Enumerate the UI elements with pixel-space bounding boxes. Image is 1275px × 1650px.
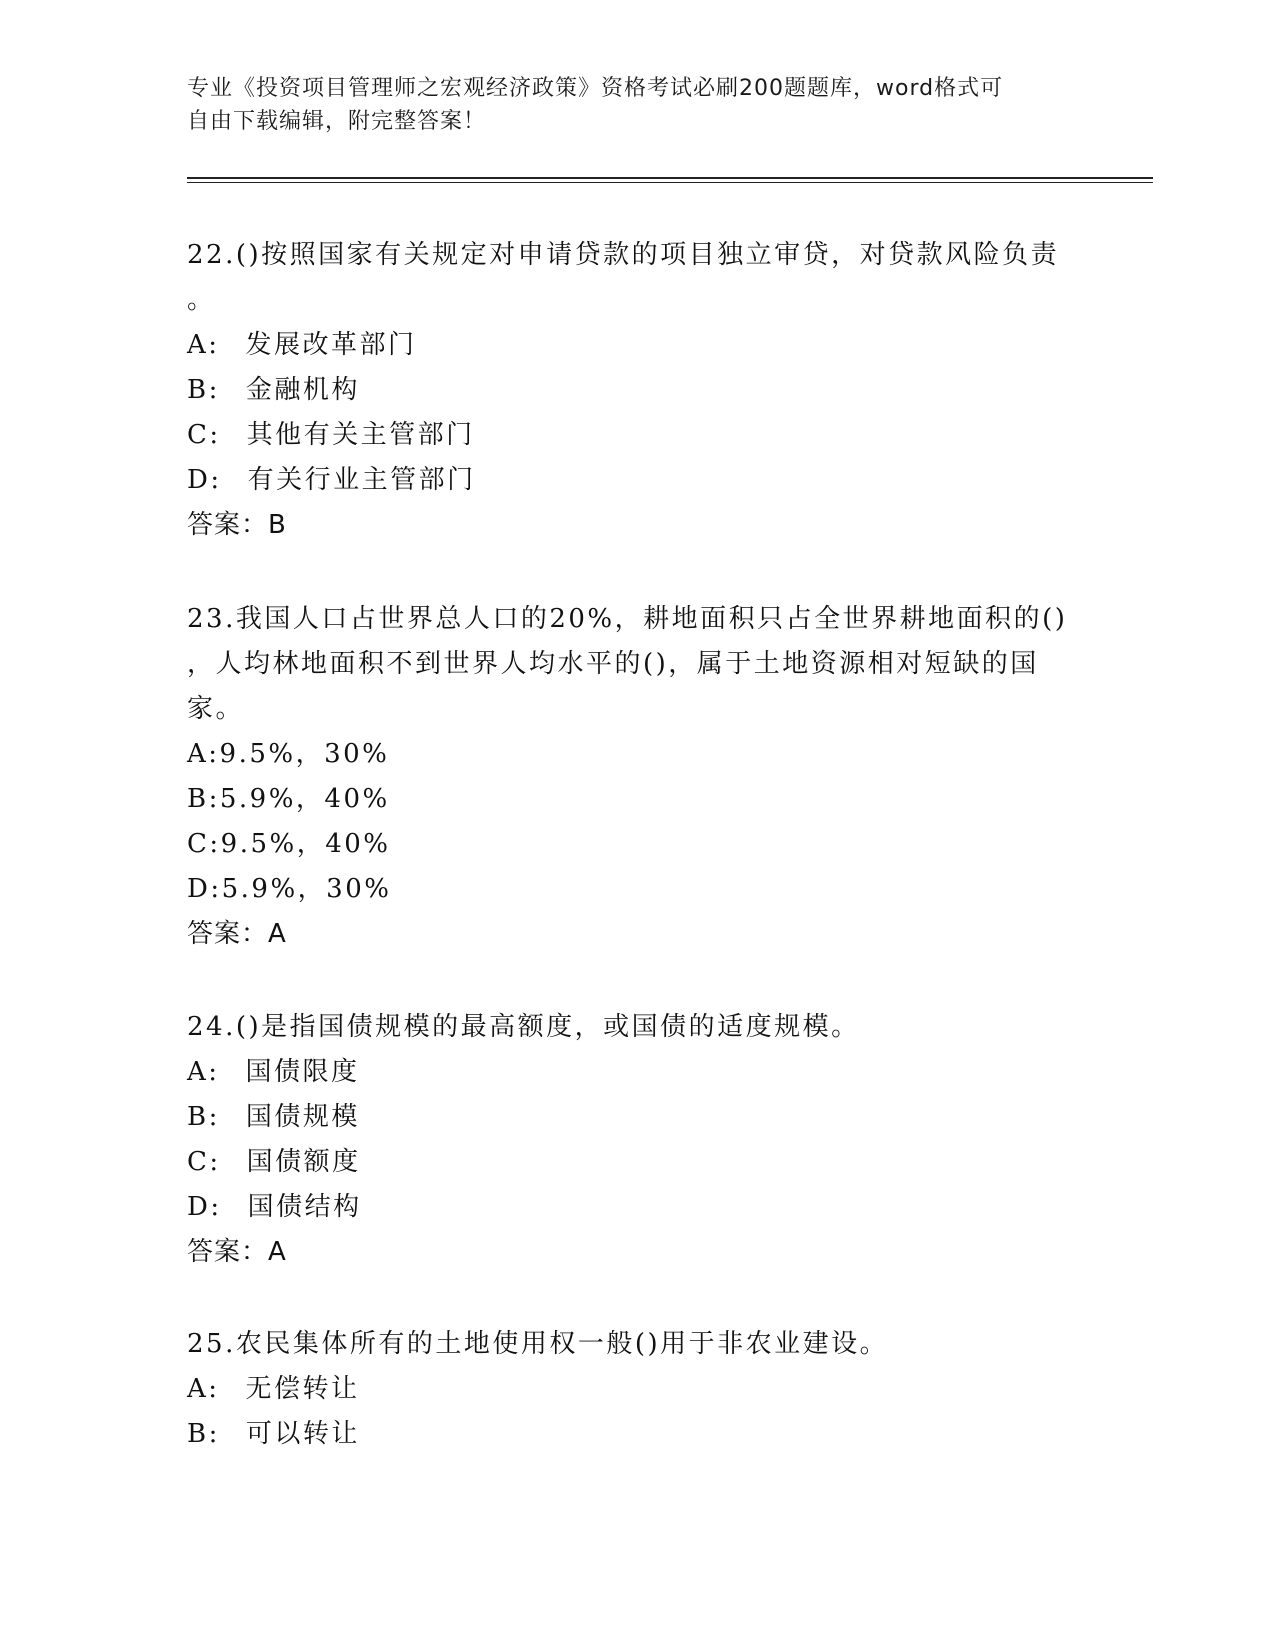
option-letter: A:	[187, 739, 220, 769]
option-text: 9.5%，30%	[219, 739, 390, 769]
option-b	[187, 1412, 1087, 1457]
option-text: 其他有关主管部门	[246, 420, 475, 450]
question-stem-line: 。	[187, 285, 216, 315]
option-letter: B:	[187, 1102, 220, 1132]
question-stem-line: 家。	[187, 694, 245, 724]
option-letter: B:	[187, 784, 220, 814]
document-header	[187, 72, 1067, 138]
answer-line: 答案：B	[187, 510, 287, 540]
option-c	[187, 822, 1087, 867]
option-text: 可以转让	[245, 1419, 360, 1449]
option-text: 国债规模	[245, 1102, 360, 1132]
question-stem-line: 22.()按照国家有关规定对申请贷款的项目独立审贷，对贷款风险负责	[187, 240, 1060, 270]
header-divider-top	[187, 177, 1153, 179]
option-d	[187, 458, 1087, 503]
question-23	[187, 597, 1087, 957]
answer-line: 答案：A	[187, 919, 287, 949]
option-b	[187, 777, 1087, 822]
option-a	[187, 1367, 1087, 1412]
option-text: 金融机构	[245, 375, 360, 405]
question-22	[187, 233, 1087, 548]
option-b	[187, 1095, 1087, 1140]
header-line-2: 自由下载编辑，附完整答案！	[187, 109, 487, 134]
option-letter: B:	[187, 375, 220, 405]
option-text: 发展改革部门	[245, 330, 417, 360]
option-text: 有关行业主管部门	[247, 465, 476, 495]
option-c	[187, 1140, 1087, 1185]
option-letter: B:	[187, 1419, 220, 1449]
option-text: 9.5%，40%	[220, 829, 391, 859]
option-letter: C:	[187, 829, 221, 859]
question-stem-line: 23.我国人口占世界总人口的20%，耕地面积只占全世界耕地面积的()	[187, 604, 1068, 634]
option-letter: C:	[187, 420, 221, 450]
option-letter: C:	[187, 1147, 221, 1177]
option-text: 国债额度	[246, 1147, 361, 1177]
option-a	[187, 1050, 1087, 1095]
option-text: 5.9%，30%	[221, 874, 392, 904]
option-letter: D:	[187, 874, 222, 904]
question-25	[187, 1322, 1087, 1457]
question-24	[187, 1005, 1087, 1275]
option-text: 无偿转让	[245, 1374, 360, 1404]
header-line-1: 专业《投资项目管理师之宏观经济政策》资格考试必刷200题题库，word格式可	[187, 76, 1004, 101]
option-c	[187, 413, 1087, 458]
option-text: 国债结构	[247, 1192, 362, 1222]
option-letter: A:	[187, 1057, 220, 1087]
option-letter: D:	[187, 465, 222, 495]
header-divider-bottom	[187, 182, 1153, 183]
option-b	[187, 368, 1087, 413]
option-letter: A:	[187, 330, 220, 360]
question-stem-line: ，人均林地面积不到世界人均水平的()，属于土地资源相对短缺的国	[187, 649, 1039, 679]
option-letter: A:	[187, 1374, 220, 1404]
option-text: 国债限度	[245, 1057, 360, 1087]
option-text: 5.9%，40%	[219, 784, 390, 814]
question-stem-line: 25.农民集体所有的土地使用权一般()用于非农业建设。	[187, 1329, 889, 1359]
option-d	[187, 1185, 1087, 1230]
option-a	[187, 323, 1087, 368]
option-d	[187, 867, 1087, 912]
answer-line: 答案：A	[187, 1237, 287, 1267]
option-a	[187, 732, 1087, 777]
question-stem-line: 24.()是指国债规模的最高额度，或国债的适度规模。	[187, 1012, 860, 1042]
option-letter: D:	[187, 1192, 222, 1222]
